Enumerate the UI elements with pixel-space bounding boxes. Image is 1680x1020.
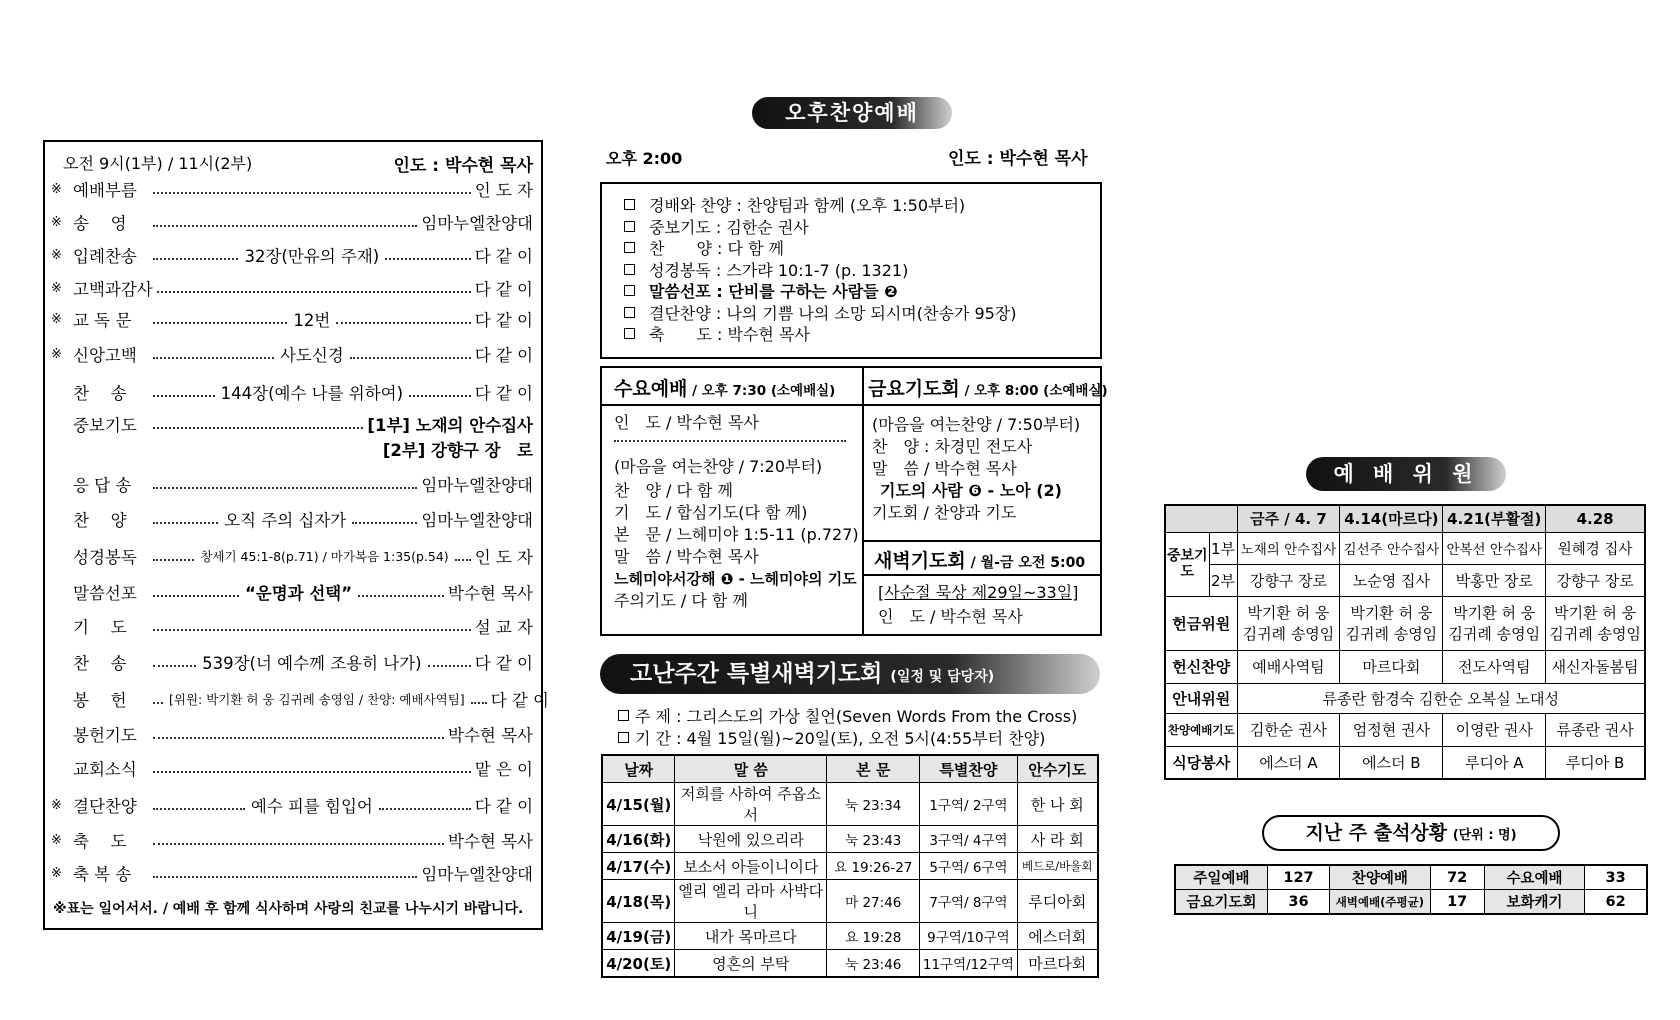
afternoon-title: 오후찬양예배: [752, 97, 952, 129]
passion-header-cell: 본 문: [827, 755, 920, 783]
passion-cell: 4/15(월): [602, 783, 675, 826]
leader-dots: [153, 702, 163, 704]
order-item-name: 입례찬송: [73, 247, 137, 266]
passion-cell: 저희를 사하여 주옵소서: [675, 783, 827, 826]
leader-dots: [153, 595, 239, 597]
committee-corner: [1165, 505, 1237, 532]
order-row: [51, 756, 533, 780]
order-item-name: 예배부름: [73, 181, 137, 200]
offering-line: 박기환 허 웅: [1350, 604, 1433, 622]
order-item-name: 기 도: [73, 618, 127, 637]
passion-row: [602, 923, 1098, 950]
afternoon-order-text: 성경봉독 : 스가랴 10:1-7 (p. 1321): [649, 260, 909, 280]
order-item-name: 송 영: [73, 214, 127, 233]
offering-line: 박기환 허 웅: [1453, 604, 1536, 622]
wednesday-header: [614, 374, 835, 401]
order-row: [51, 580, 533, 604]
order-item-name: 응 답 송: [73, 476, 132, 495]
passion-cell: 4/18(목): [602, 880, 675, 923]
wed-line: (마음을 여는찬양 / 7:20부터): [614, 457, 823, 476]
wednesday-sub: / 오후 7:30 (소예배실): [687, 383, 836, 399]
order-row: [51, 177, 533, 201]
leader-dots: [153, 665, 196, 667]
passion-header-cell: 안수기도: [1017, 755, 1098, 783]
friday-body: [872, 414, 1080, 524]
attendance-row: [1175, 890, 1647, 915]
attendance-label: 찬양예배: [1330, 865, 1430, 890]
intercession-cell: 강향구 장로: [1237, 564, 1340, 596]
praise-prayer-cell: 김한순 권사: [1237, 713, 1340, 746]
committee-title: 예 배 위 원: [1306, 457, 1506, 491]
order-item-person: 설 교 자: [474, 618, 533, 637]
order-item-name: 찬 송: [73, 654, 127, 673]
order-item-detail: 예수 피를 힘입어: [250, 797, 373, 816]
attendance-label: 새벽예배(주평균): [1330, 890, 1430, 915]
passion-cell: 엘리 엘리 라마 사박다니: [675, 880, 827, 923]
afternoon-order-text: 찬 양 : 다 함 께: [649, 239, 785, 258]
passion-cell: 눅 23:46: [827, 950, 920, 978]
order-item-detail: 12번: [293, 311, 331, 330]
order-item-detail: [위원: 박기환 허 웅 김귀례 송영임 / 찬양: 예배사역팀]: [169, 692, 465, 707]
passion-cell: 한 나 회: [1017, 783, 1098, 826]
passion-row: [602, 783, 1098, 826]
checkbox-square-icon: [624, 328, 635, 339]
attendance-table: [1174, 864, 1648, 915]
afternoon-order-item: [624, 279, 1017, 301]
kitchen-cell: 에스더 A: [1237, 746, 1340, 779]
passion-row: [602, 826, 1098, 853]
passion-cell: 낙원에 있으리라: [675, 826, 827, 853]
order-item-name: 교회소식: [73, 760, 137, 779]
friday-sub: / 오후 8:00 (소예배실): [959, 383, 1108, 399]
attendance-count: 127: [1267, 865, 1329, 890]
dedication-cell: 새신자돌봄팀: [1546, 650, 1645, 683]
offering-line: 김귀례 송영임: [1549, 625, 1641, 643]
dedication-cell: 마르다회: [1340, 650, 1443, 683]
order-item-detail: 539장(너 예수께 조용히 나가): [202, 654, 422, 673]
stand-mark: ※: [51, 247, 62, 263]
intercession-cell: 노재의 안수집사: [1237, 532, 1340, 564]
order-item-name: 찬 송: [73, 384, 127, 403]
afternoon-order-text: 축 도 : 박수현 목사: [649, 325, 810, 344]
wed-line: 본 문 / 느헤미야 1:5-11 (p.727): [614, 525, 859, 544]
passion-cell: 9구역/10구역: [920, 923, 1017, 950]
offering-label: 헌금위원: [1165, 596, 1237, 650]
dawn-line: 인 도 / 박수현 목사: [878, 607, 1023, 626]
passion-cell: 보소서 아들이니이다: [675, 853, 827, 880]
order-row: [51, 722, 533, 746]
order-item-person: 다 같 이: [474, 384, 533, 403]
order-row: [51, 307, 533, 331]
dawn-top-line: [862, 540, 1100, 542]
attendance-count: 17: [1430, 890, 1484, 915]
dawn-header: [874, 546, 1085, 573]
order-item-person: 다 같 이: [490, 691, 549, 710]
order-item-name: 축 복 송: [73, 865, 132, 884]
passion-cell: 5구역/ 6구역: [920, 853, 1017, 880]
leader-dots: [153, 322, 287, 324]
leader-dots: [153, 876, 417, 878]
fri-line: 기도의 사람 ❻ - 노아 (2): [880, 481, 1062, 500]
leader-dots: [153, 559, 194, 561]
checkbox-square-icon: [624, 221, 635, 232]
praise-prayer-cell: 엄정현 권사: [1340, 713, 1443, 746]
wednesday-title: 수요예배: [614, 378, 688, 400]
leader-dots: [471, 702, 487, 704]
midweek-box: [600, 366, 1108, 636]
wed-line: 말 씀 / 박수현 목사: [614, 547, 759, 566]
order-row: [51, 412, 533, 436]
passion-header-cell: 날짜: [602, 755, 675, 783]
order-item-person: [1부] 노재의 안수집사: [367, 416, 533, 435]
friday-header: [868, 374, 1108, 401]
order-item-person: 인 도 자: [474, 548, 533, 567]
order-row: [51, 380, 533, 404]
week-col-3: 4.21(부활절): [1443, 505, 1546, 532]
order-item-name: 결단찬양: [73, 797, 137, 816]
passion-cell: 요 19:26-27: [827, 853, 920, 880]
passion-cell: 루디아회: [1017, 880, 1098, 923]
afternoon-order-item: [624, 258, 1017, 280]
offering-cell: [1340, 596, 1443, 650]
passion-cell: 4/16(화): [602, 826, 675, 853]
order-item-name: 교 독 문: [73, 311, 132, 330]
dawn-header-line: [862, 574, 1100, 576]
leader-dots: [157, 291, 471, 293]
order-row: [51, 614, 533, 638]
intercession-cell: 노순영 집사: [1340, 564, 1443, 596]
order-row: [51, 650, 533, 674]
passion-header-cell: 말 씀: [675, 755, 827, 783]
passion-theme: [618, 704, 1077, 727]
order-item-name: 성경봉독: [73, 548, 137, 567]
afternoon-order-item: [624, 322, 1017, 344]
afternoon-order-text: 결단찬양 : 나의 기쁨 나의 소망 되시며(찬송가 95장): [649, 303, 1017, 323]
passion-header-cell: 특별찬양: [920, 755, 1017, 783]
order-row: [51, 342, 533, 366]
order-item-person: 맡 은 이: [474, 760, 533, 779]
leader-dots: [358, 595, 444, 597]
passion-cell: 요 19:28: [827, 923, 920, 950]
praise-prayer-label: 찬양예배기도: [1165, 713, 1237, 746]
order-item-name: 찬 양: [73, 511, 127, 530]
morning-footnote: ※표는 일어서서. / 예배 후 함께 식사하며 사랑의 친교를 나누시기 바랍니다.: [53, 901, 524, 917]
afternoon-order-item: [624, 236, 1017, 258]
attendance-label: 보화캐기: [1484, 890, 1584, 915]
attendance-count: 72: [1430, 865, 1484, 890]
midweek-header-line: [602, 404, 1100, 406]
afternoon-order-text: 중보기도 : 김한순 권사: [649, 217, 809, 237]
order-row: [51, 793, 533, 817]
guide-label: 안내위원: [1165, 683, 1237, 713]
attendance-row: [1175, 865, 1647, 890]
order-item-person: 다 같 이: [474, 797, 534, 816]
stand-mark: ※: [51, 865, 62, 881]
passion-cell: 마르다회: [1017, 950, 1098, 978]
order-item-detail: 창세기 45:1-8(p.71) / 마가복음 1:35(p.54): [200, 549, 449, 564]
passion-cell: 내가 목마르다: [675, 923, 827, 950]
attendance-count: 62: [1585, 890, 1647, 915]
attendance-label: 금요기도회: [1175, 890, 1267, 915]
part-label: 1부: [1209, 532, 1237, 564]
week-col-4: 4.28: [1546, 505, 1645, 532]
afternoon-time: 오후 2:00: [606, 149, 683, 168]
order-row: [51, 544, 533, 568]
dedication-cell: 예배사역팀: [1237, 650, 1340, 683]
stand-mark: ※: [51, 311, 62, 327]
order-item-person: 박수현 목사: [448, 832, 533, 851]
passion-title: 고난주간 특별새벽기도회: [630, 661, 883, 687]
committee-table: [1164, 504, 1646, 780]
leader-dots: [352, 522, 417, 524]
week-col-1: 금주 / 4. 7: [1237, 505, 1340, 532]
wed-line: 찬 양 / 다 함 께: [614, 481, 734, 500]
wed-line: 주의기도 / 다 함 께: [614, 591, 748, 610]
week-col-2: 4.14(마르다): [1340, 505, 1443, 532]
leader-dots: [409, 395, 471, 397]
order-item-name: 봉헌기도: [73, 726, 137, 745]
afternoon-order-item: [624, 193, 1017, 215]
stand-mark: ※: [51, 346, 62, 362]
passion-cell: 4/17(수): [602, 853, 675, 880]
checkbox-square-icon: [624, 307, 635, 318]
checkbox-square-icon: [624, 199, 635, 210]
dawn-title: 새벽기도회: [874, 550, 966, 572]
leader-dots: [428, 665, 471, 667]
passion-title-banner: [600, 654, 1100, 694]
guide-cell: 류종란 함경숙 김한순 오복실 노대성: [1237, 683, 1645, 713]
order-item-person: 다 같 이: [474, 280, 533, 299]
afternoon-order-text: 경배와 찬양 : 찬양팀과 함께 (오후 1:50부터): [649, 196, 966, 215]
attendance-title: 지난 주 출석상황: [1305, 822, 1448, 844]
leader-dots: [153, 737, 444, 739]
wed-line: 인 도 / 박수현 목사: [614, 413, 759, 432]
order-item-name: 고백과감사: [73, 280, 153, 299]
passion-cell: 마 27:46: [827, 880, 920, 923]
intercession-cell: 김선주 안수집사: [1340, 532, 1443, 564]
afternoon-order-text: 말씀선포 : 단비를 구하는 사람들 ❷: [649, 282, 898, 301]
fri-line: 기도회 / 찬양과 기도: [872, 503, 1017, 522]
offering-line: 김귀례 송영임: [1345, 625, 1438, 643]
wed-line: 기 도 / 합심기도(다 함 께): [614, 503, 808, 522]
offering-line: 김귀례 송영임: [1242, 625, 1335, 643]
offering-line: 박기환 허 웅: [1247, 604, 1330, 622]
afternoon-order-list: [624, 193, 1017, 344]
stand-mark: ※: [51, 181, 62, 197]
passion-cell: 눅 23:34: [827, 783, 920, 826]
part-label: 2부: [1209, 564, 1237, 596]
stand-mark: ※: [51, 797, 62, 813]
order-item-detail: 오직 주의 십자가: [224, 511, 347, 530]
passion-cell: 영혼의 부탁: [675, 950, 827, 978]
intercession-label: 중보기도: [1165, 532, 1209, 596]
leader-dots: [153, 258, 238, 260]
passion-cell: 4/20(토): [602, 950, 675, 978]
passion-row: [602, 950, 1098, 978]
attendance-unit: (단위 : 명): [1452, 828, 1517, 843]
attendance-label: 주일예배: [1175, 865, 1267, 890]
passion-period-text: 기 간 : 4월 15일(월)~20일(토), 오전 5시(4:55부터 찬양): [635, 729, 1046, 748]
leader-dots: [350, 357, 471, 359]
order-item-person: 다 같 이: [474, 311, 533, 330]
attendance-count: 36: [1267, 890, 1329, 915]
order-item-person: 박수현 목사: [448, 726, 533, 745]
passion-cell: 4/19(금): [602, 923, 675, 950]
stand-mark: ※: [51, 280, 62, 296]
midweek-divider: [862, 368, 864, 634]
afternoon-order-item: [624, 301, 1017, 323]
praise-prayer-cell: 류종란 권사: [1546, 713, 1645, 746]
stand-mark: ※: [51, 832, 62, 848]
kitchen-cell: 루디아 B: [1546, 746, 1645, 779]
passion-cell: 에스더회: [1017, 923, 1098, 950]
wed-dotted-sep: [614, 434, 846, 442]
passion-cell: 사 라 회: [1017, 826, 1098, 853]
passion-cell: 베드로/바울회: [1017, 853, 1098, 880]
passion-row: [602, 880, 1098, 923]
order-item-person: [2부] 강향구 장 로: [382, 441, 533, 460]
intercession-cell: 강향구 장로: [1546, 564, 1645, 596]
attendance-title-banner: [1262, 815, 1560, 851]
passion-cell: 눅 23:43: [827, 826, 920, 853]
offering-cell: [1546, 596, 1645, 650]
leader-dots: [153, 357, 274, 359]
leader-dots: [153, 808, 245, 810]
order-item-detail: 사도신경: [279, 346, 344, 365]
leader-dots: [153, 771, 471, 773]
order-row: [51, 276, 533, 300]
leader-dots: [336, 322, 470, 324]
passion-period: [618, 726, 1045, 749]
order-item-detail: “운명과 선택”: [244, 584, 353, 603]
order-item-person: 임마누엘찬양대: [421, 476, 533, 495]
kitchen-cell: 에스더 B: [1340, 746, 1443, 779]
order-row: [51, 472, 533, 496]
order-item-person: 다 같 이: [474, 654, 533, 673]
afternoon-order-item: [624, 215, 1017, 237]
dawn-body: [878, 582, 1078, 628]
order-item-name: 신앙고백: [73, 346, 137, 365]
morning-service-box: [43, 140, 549, 930]
order-item-person: 다 같 이: [474, 346, 534, 365]
wed-line: 느헤미야서강해 ❶ - 느헤미야의 기도: [614, 570, 857, 588]
leader-dots: [153, 487, 417, 489]
order-item-person: 박수현 목사: [448, 584, 533, 603]
passion-schedule-table: [601, 754, 1099, 978]
order-row: [51, 210, 533, 234]
offering-line: 김귀례 송영임: [1448, 625, 1541, 643]
offering-cell: [1443, 596, 1546, 650]
order-item-person: 인 도 자: [474, 181, 533, 200]
dawn-line: [사순절 묵상 제29일~33일]: [878, 583, 1079, 602]
order-row: [51, 828, 533, 852]
morning-time: 오전 9시(1부) / 11시(2부): [63, 154, 253, 173]
leader-dots: [379, 808, 471, 810]
passion-row: [602, 853, 1098, 880]
order-item-name: 봉 헌: [73, 691, 127, 710]
friday-title: 금요기도회: [868, 378, 960, 400]
order-item-person: 임마누엘찬양대: [421, 214, 533, 233]
attendance-count: 33: [1585, 865, 1647, 890]
dedication-label: 헌신찬양: [1165, 650, 1237, 683]
passion-cell: 1구역/ 2구역: [920, 783, 1017, 826]
checkbox-square-icon: [624, 264, 635, 275]
praise-prayer-cell: 이영란 권사: [1443, 713, 1546, 746]
intercession-cell: 박홍만 장로: [1443, 564, 1546, 596]
order-item-name: 축 도: [73, 832, 127, 851]
dedication-cell: 전도사역팀: [1443, 650, 1546, 683]
order-row: [51, 243, 533, 267]
passion-cell: 7구역/ 8구역: [920, 880, 1017, 923]
order-item-name: 말씀선포: [73, 584, 137, 603]
checkbox-square-icon: [624, 285, 635, 296]
intercession-cell: 원혜경 집사: [1546, 532, 1645, 564]
leader-dots: [153, 395, 215, 397]
order-row: [51, 861, 533, 885]
attendance-label: 수요예배: [1484, 865, 1584, 890]
passion-theme-text: 주 제 : 그리스도의 가상 칠언(Seven Words From the Cross): [635, 707, 1078, 726]
fri-line: (마음을 여는찬양 / 7:50부터): [872, 415, 1081, 434]
checkbox-square-icon: [624, 242, 635, 253]
offering-line: 박기환 허 웅: [1554, 604, 1637, 622]
afternoon-order-box: [600, 182, 1102, 359]
leader-dots: [153, 427, 363, 429]
leader-dots: [153, 225, 417, 227]
kitchen-cell: 루디아 A: [1443, 746, 1546, 779]
kitchen-label: 식당봉사: [1165, 746, 1237, 779]
fri-line: 찬 양 : 차경민 전도사: [872, 437, 1033, 456]
order-row: [51, 437, 533, 461]
offering-cell: [1237, 596, 1340, 650]
order-item-person: 다 같 이: [474, 247, 533, 266]
order-item-name: 중보기도: [73, 416, 137, 435]
leader-dots: [153, 192, 471, 194]
order-row: [51, 507, 533, 531]
leader-dots: [153, 522, 218, 524]
wednesday-body: [614, 412, 859, 612]
fri-line: 말 씀 / 박수현 목사: [872, 459, 1017, 478]
dawn-sub: / 월-금 오전 5:00: [965, 555, 1086, 571]
order-item-person: 임마누엘찬양대: [421, 511, 533, 530]
afternoon-leader: 인도 : 박수현 목사: [948, 149, 1088, 169]
leader-dots: [385, 258, 470, 260]
stand-mark: ※: [51, 214, 62, 230]
order-item-detail: 144장(예수 나를 위하여): [220, 384, 404, 403]
passion-cell: 11구역/12구역: [920, 950, 1017, 978]
leader-dots: [455, 559, 471, 561]
leader-dots: [153, 629, 471, 631]
order-row: [51, 687, 549, 711]
order-item-person: 임마누엘찬양대: [421, 865, 533, 884]
morning-leader: 인도 : 박수현 목사: [393, 156, 533, 176]
leader-dots: [153, 843, 444, 845]
passion-cell: 3구역/ 4구역: [920, 826, 1017, 853]
passion-sub: (일정 및 담당자): [890, 669, 995, 685]
intercession-cell: 안복선 안수집사: [1443, 532, 1546, 564]
order-item-detail: 32장(만유의 주재): [244, 247, 380, 266]
